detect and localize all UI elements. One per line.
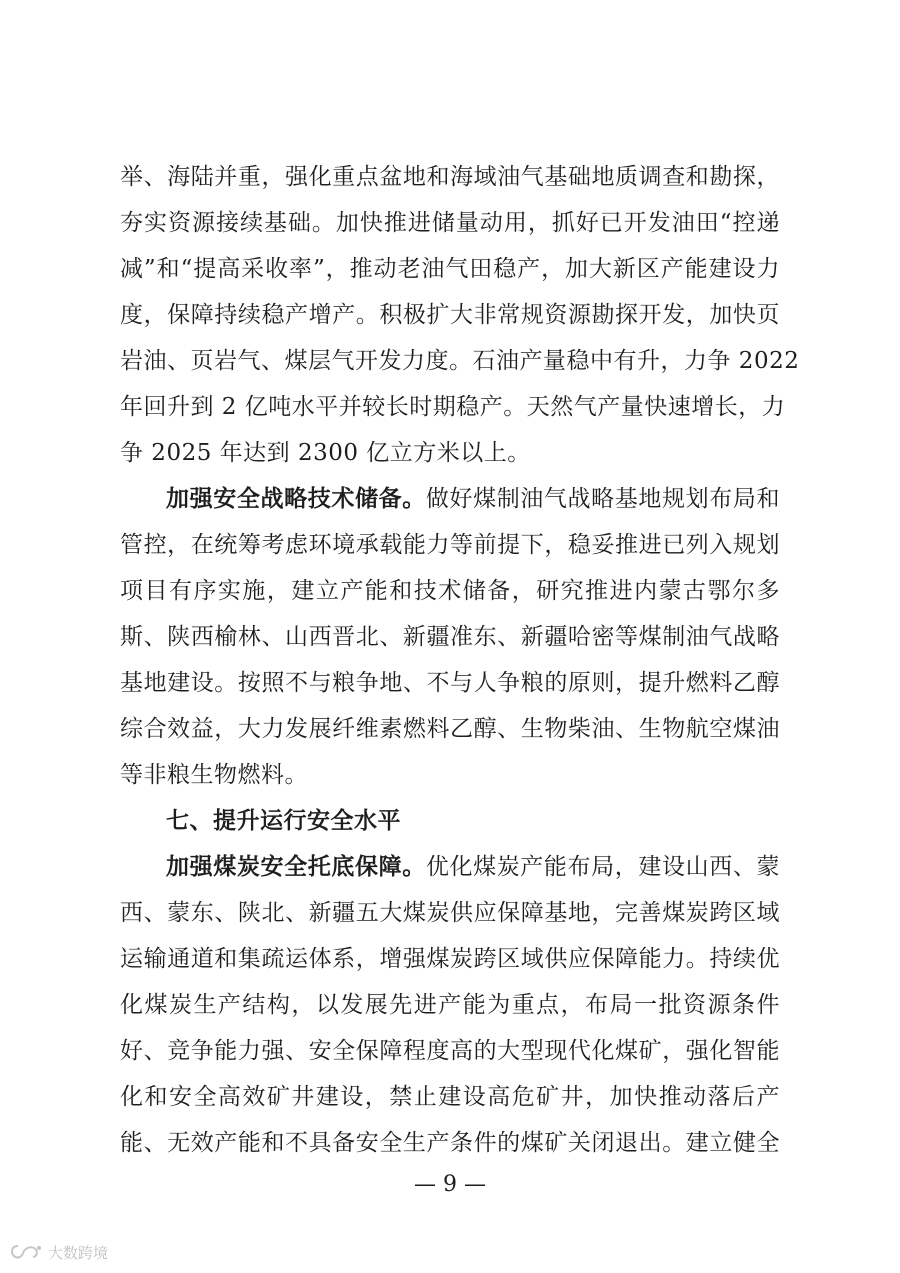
text-line: 岩油、页岩气、煤层气开发力度。石油产量稳中有升，力争 2022 (120, 348, 800, 374)
watermark-text: 大数跨境 (48, 1243, 109, 1262)
text-line: 争 2025 年达到 2300 亿立方米以上。 (120, 440, 531, 466)
text-line: 举、海陆并重，强化重点盆地和海域油气基础地质调查和勘探， (120, 164, 780, 190)
text-line: 夯实资源接续基础。加快推进储量动用，抓好已开发油田“控递 (120, 210, 780, 236)
brand-logo-icon (8, 1242, 44, 1262)
paragraph-lead: 加强安全战略技术储备。 (166, 486, 426, 512)
text-line: 等非粮生物燃料。 (120, 762, 308, 788)
text-line: 综合效益，大力发展纤维素燃料乙醇、生物柴油、生物航空煤油 (120, 716, 780, 742)
text-line (166, 484, 780, 514)
text-line: 管控，在统筹考虑环境承载能力等前提下，稳妥推进已列入规划 (120, 532, 780, 558)
text-line: 斯、陕西榆林、山西晋北、新疆准东、新疆哈密等煤制油气战略 (120, 624, 780, 650)
watermark (8, 1240, 108, 1264)
text-line: 度，保障持续稳产增产。积极扩大非常规资源勘探开发，加快页 (120, 302, 780, 328)
text-line: 西、蒙东、陕北、新疆五大煤炭供应保障基地，完善煤炭跨区域 (120, 900, 780, 926)
text-line (166, 852, 780, 882)
text-line: 化和安全高效矿井建设，禁止建设高危矿井，加快推动落后产 (120, 1084, 780, 1110)
page-number: — 9 — (414, 1172, 486, 1197)
text-line: 能、无效产能和不具备安全生产条件的煤矿关闭退出。建立健全 (120, 1130, 780, 1156)
text-line: 减”和“提高采收率”，推动老油气田稳产，加大新区产能建设力 (120, 256, 780, 282)
paragraph-text: 优化煤炭产能布局，建设山西、蒙 (425, 854, 781, 880)
text-line: 好、竞争能力强、安全保障程度高的大型现代化煤矿，强化智能 (120, 1038, 780, 1064)
text-line: 年回升到 2 亿吨水平并较长时期稳产。天然气产量快速增长，力 (120, 394, 786, 420)
text-line: 项目有序实施，建立产能和技术储备，研究推进内蒙古鄂尔多 (120, 578, 780, 604)
paragraph-lead: 加强煤炭安全托底保障。 (166, 854, 426, 880)
text-line: 化煤炭生产结构，以发展先进产能为重点，布局一批资源条件 (120, 992, 780, 1018)
text-line: 运输通道和集疏运体系，增强煤炭跨区域供应保障能力。持续优 (120, 946, 780, 972)
section-heading: 七、提升运行安全水平 (166, 808, 401, 834)
text-line: 基地建设。按照不与粮争地、不与人争粮的原则，提升燃料乙醇 (120, 670, 780, 696)
paragraph-text: 做好煤制油气战略基地规划布局和 (425, 486, 781, 512)
